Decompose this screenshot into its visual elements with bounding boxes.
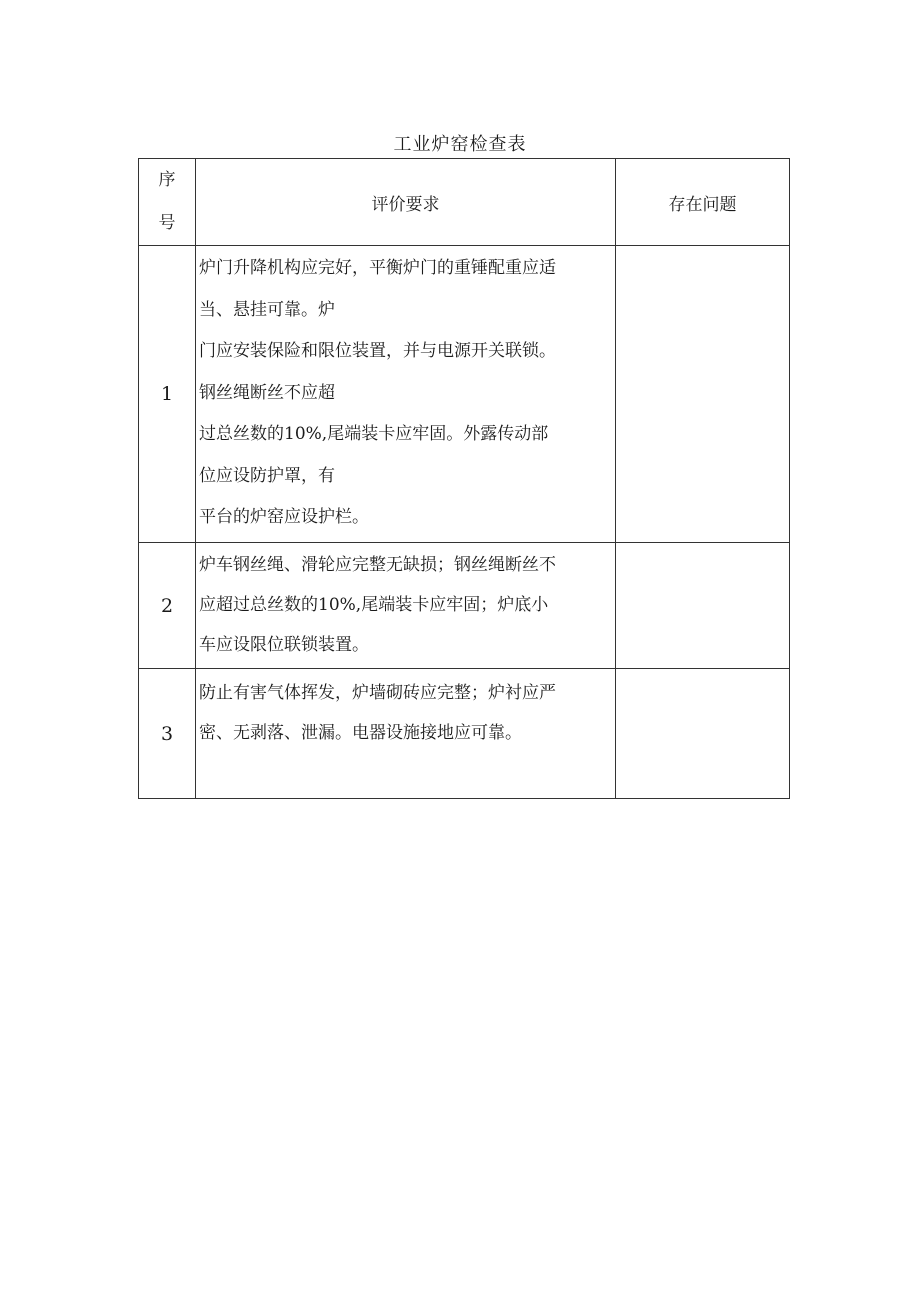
- header-issues: 存在问题: [616, 159, 790, 246]
- requirement-cell: [196, 246, 616, 543]
- issues-cell: [616, 669, 790, 799]
- requirement-line: 炉门升降机构应完好，平衡炉门的重锤配重应适: [199, 258, 556, 278]
- requirement-line: 密、无剥落、泄漏。电器设施接地应可靠。: [199, 723, 522, 743]
- requirement-cell: [196, 543, 616, 669]
- issues-cell: [616, 543, 790, 669]
- requirement-line: 防止有害气体挥发，炉墙砌砖应完整；炉衬应严: [199, 683, 556, 703]
- inspection-table: [138, 158, 790, 799]
- row-number: 1: [139, 246, 196, 543]
- requirement-line: 车应设限位联锁装置。: [199, 635, 369, 655]
- table-row: [139, 246, 790, 543]
- document-title: 工业炉窑检查表: [393, 134, 527, 155]
- row-number: 2: [139, 543, 196, 669]
- table-header-row: [139, 159, 790, 246]
- requirement-line: 过总丝数的10%,尾端装卡应牢固。外露传动部: [199, 424, 549, 444]
- header-number-line-1: 序: [158, 170, 176, 190]
- requirement-line: 位应设防护罩，有: [199, 465, 335, 486]
- requirement-line: 炉车钢丝绳、滑轮应完整无缺损；钢丝绳断丝不: [199, 555, 556, 575]
- requirement-line: 平台的炉窑应设护栏。: [199, 507, 369, 527]
- requirement-line: 应超过总丝数的10%,尾端装卡应牢固；炉底小: [199, 595, 549, 615]
- requirement-line: 门应安装保险和限位装置，并与电源开关联锁。: [199, 341, 556, 361]
- table-row: [139, 543, 790, 669]
- issues-cell: [616, 246, 790, 543]
- header-requirement: 评价要求: [196, 159, 616, 246]
- table-row: [139, 669, 790, 799]
- requirement-cell: [196, 669, 616, 799]
- header-number: [139, 159, 196, 246]
- header-number-line-2: 号: [158, 213, 176, 233]
- row-number: 3: [139, 669, 196, 799]
- requirement-line: 当、悬挂可靠。炉: [199, 299, 335, 320]
- requirement-line: 钢丝绳断丝不应超: [199, 382, 335, 403]
